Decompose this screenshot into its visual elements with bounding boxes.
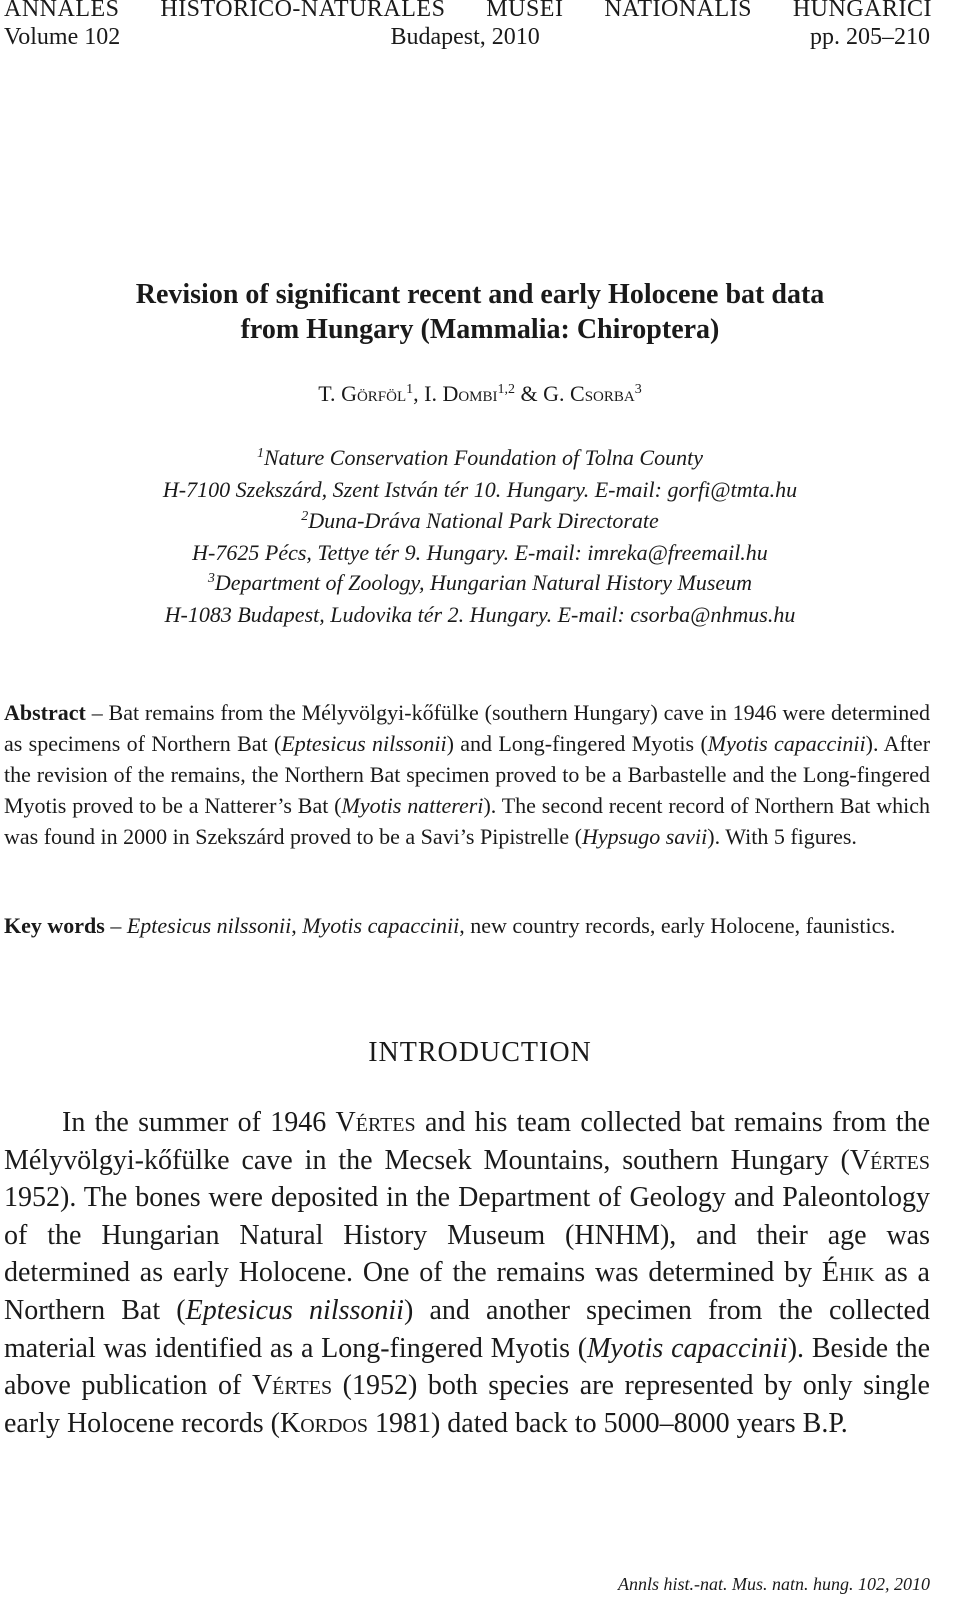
- abstract: [4, 697, 930, 852]
- author-list: [0, 381, 960, 407]
- keywords-label: Key words: [4, 913, 105, 938]
- affiliation-mark: 3: [207, 571, 215, 586]
- issue-info-row: [4, 24, 930, 51]
- author-2-initial: I.: [424, 381, 443, 406]
- intro-text: 1981) dated back to 5000–8000 years B.P.: [367, 1407, 848, 1439]
- intro-text: ). Beside the above publication of: [4, 1332, 930, 1402]
- author-2-affiliation-mark: 1,2: [497, 382, 516, 397]
- affiliation-2-address: H-7625 Pécs, Tettye tér 9. Hungary. E-mail: imreka@freemail.hu: [192, 540, 768, 565]
- intro-text: ) and another specimen from the collected material was identified as a Long-fingered Myotis (: [4, 1294, 930, 1364]
- affiliation-text: Nature Conservation Foundation of Tolna County: [263, 445, 703, 470]
- volume-label: Volume 102: [4, 24, 121, 50]
- intro-text: In the summer of 1946: [62, 1107, 336, 1138]
- abstract-text: Bat remains from the Mélyvölgyi-kőfülke (southern Hungary) cave in 1946 were determined as specimens of Northern Bat (: [4, 700, 931, 756]
- keywords-dash: –: [104, 913, 127, 938]
- cited-author: Vértes: [335, 1107, 416, 1138]
- abstract-text: ). With 5 figures.: [707, 824, 857, 849]
- author-3-affiliation-mark: 3: [634, 382, 642, 397]
- keywords-text: , new country records, early Holocene, faunistics.: [459, 913, 896, 938]
- author-2: [424, 381, 515, 406]
- keyword-species: Eptesicus nilssonii: [126, 913, 292, 938]
- author-3-initial: G.: [543, 381, 571, 406]
- species-name: Eptesicus nilssonii: [281, 731, 447, 756]
- affiliation-mark: 1: [256, 446, 264, 461]
- cited-author: Vértes: [251, 1370, 333, 1402]
- species-name: Myotis capaccinii: [587, 1332, 788, 1364]
- journal-name: ANNALES HISTORICO-NATURALES MUSEI NATIONALIS HUNGARICI: [4, 0, 932, 22]
- cited-author: Vértes: [849, 1144, 930, 1176]
- author-separator: ,: [413, 381, 425, 406]
- article-title-line-1: Revision of significant recent and early Holocene bat data: [135, 279, 825, 310]
- intro-text: (1952) both species are represented by only single early Holocene records (: [4, 1370, 930, 1439]
- author-3-surname: Csorba: [570, 381, 635, 406]
- keyword-separator: ,: [291, 913, 303, 938]
- intro-text: as a Northern Bat (: [4, 1257, 930, 1326]
- affiliation-3-address: H-1083 Budapest, Ludovika tér 2. Hungary. E-mail: csorba@nhmus.hu: [164, 602, 796, 627]
- species-name: Eptesicus nilssonii: [185, 1294, 404, 1326]
- author-1: [318, 381, 413, 406]
- affiliation-text: Duna-Dráva National Park Directorate: [308, 508, 659, 533]
- author-separator: &: [515, 381, 544, 406]
- author-1-surname: Görföl: [341, 381, 407, 406]
- abstract-label: Abstract: [4, 700, 86, 725]
- article-title-line-2: from Hungary (Mammalia: Chiroptera): [240, 314, 720, 345]
- cited-author: Kordos: [279, 1407, 368, 1439]
- affiliation-1-name: [0, 445, 960, 471]
- author-2-surname: Dombi: [442, 381, 498, 406]
- author-1-initial: T.: [318, 381, 342, 406]
- affiliation-mark: 2: [301, 509, 309, 524]
- footer-citation: Annls hist.-nat. Mus. natn. hung. 102, 2010: [617, 1574, 930, 1594]
- section-heading-introduction: INTRODUCTION: [368, 1037, 592, 1068]
- intro-text: and his team collected bat remains from the Mélyvölgyi-kőfülke cave in the Mecsek Mountains, southern Hungary (: [4, 1107, 931, 1176]
- affiliation-text: Department of Zoology, Hungarian Natural History Museum: [214, 570, 753, 595]
- affiliation-1-address: H-7100 Szekszárd, Szent István tér 10. Hungary. E-mail: gorfi@tmta.hu: [162, 477, 798, 502]
- abstract-text: ). After the revision of the remains, the Northern Bat specimen proved to be a Barbastelle and the Long-fingered Myotis proved to be a Natterer’s Bat (: [4, 731, 931, 818]
- page-range-label: pp. 205–210: [810, 24, 930, 50]
- abstract-dash: –: [85, 700, 109, 725]
- species-name: Myotis nattereri: [341, 793, 484, 818]
- author-1-affiliation-mark: 1: [406, 382, 414, 397]
- keywords: [4, 910, 930, 941]
- species-name: Hypsugo savii: [582, 824, 708, 849]
- cited-author: Éhik: [821, 1257, 875, 1289]
- author-3: [543, 381, 642, 406]
- abstract-text: ). The second recent record of Northern Bat which was found in 2000 in Szekszárd proved to be a Savi’s Pipistrelle (: [4, 793, 930, 849]
- affiliation-2-name: [0, 508, 960, 534]
- abstract-text: ) and Long-fingered Myotis (: [446, 731, 708, 756]
- introduction-paragraph: [4, 1104, 930, 1442]
- intro-text: 1952). The bones were deposited in the Department of Geology and Paleontology of the Hungarian Natural History Museum (HNHM), and their age was determined as early Holocene. One of the remains was determined by: [4, 1182, 930, 1289]
- species-name: Myotis capaccinii: [707, 731, 866, 756]
- affiliation-3-name: [0, 570, 960, 596]
- place-year-label: Budapest, 2010: [390, 24, 540, 50]
- keyword-species: Myotis capaccinii: [302, 913, 460, 938]
